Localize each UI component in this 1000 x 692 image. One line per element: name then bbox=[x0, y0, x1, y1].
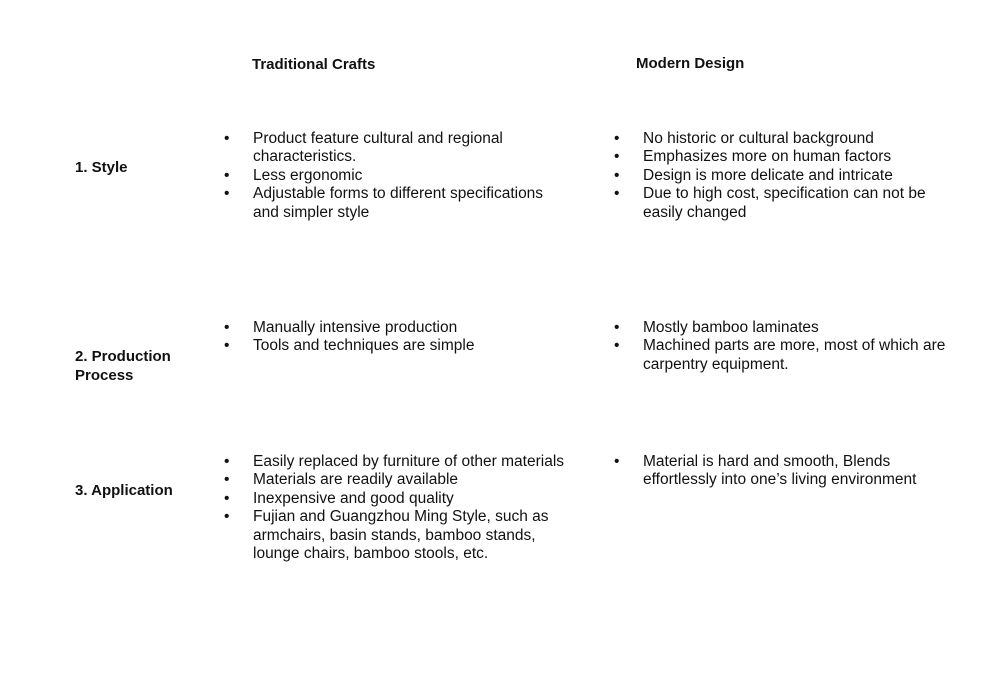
application-traditional-list bbox=[224, 453, 569, 563]
application-modern-list bbox=[614, 453, 959, 490]
column-header-traditional: Traditional Crafts bbox=[252, 56, 376, 73]
style-traditional-list bbox=[224, 130, 569, 222]
list-item: • Tools and techniques are simple bbox=[224, 337, 569, 355]
list-item: • Less ergonomic bbox=[224, 167, 569, 185]
list-item: • No historic or cultural background bbox=[614, 130, 959, 148]
list-item: • Material is hard and smooth, Blends effortlessly into one’s living environment bbox=[614, 453, 959, 490]
list-item: • Product feature cultural and regional characteristics. bbox=[224, 130, 569, 167]
row-label-production-process: 2. Production Process bbox=[75, 348, 171, 384]
list-item: • Due to high cost, specification can not be easily changed bbox=[614, 185, 959, 222]
list-item: • Emphasizes more on human factors bbox=[614, 148, 959, 166]
list-item: • Easily replaced by furniture of other materials bbox=[224, 453, 569, 471]
list-item: • Adjustable forms to different specifications and simpler style bbox=[224, 185, 569, 222]
list-item: • Manually intensive production bbox=[224, 319, 569, 337]
style-modern-list bbox=[614, 130, 959, 222]
list-item: • Machined parts are more, most of which are carpentry equipment. bbox=[614, 337, 959, 374]
production-modern-list bbox=[614, 319, 959, 374]
row-label-style: 1. Style bbox=[75, 159, 128, 176]
list-item: • Fujian and Guangzhou Ming Style, such as armchairs, basin stands, bamboo stands, lounge chairs, bamboo stools, etc. bbox=[224, 508, 569, 563]
list-item: • Materials are readily available bbox=[224, 471, 569, 489]
production-traditional-list bbox=[224, 319, 569, 356]
column-header-modern: Modern Design bbox=[636, 55, 745, 72]
row-label-application: 3. Application bbox=[75, 482, 173, 499]
list-item: • Design is more delicate and intricate bbox=[614, 167, 959, 185]
list-item: • Mostly bamboo laminates bbox=[614, 319, 959, 337]
list-item: • Inexpensive and good quality bbox=[224, 490, 569, 508]
